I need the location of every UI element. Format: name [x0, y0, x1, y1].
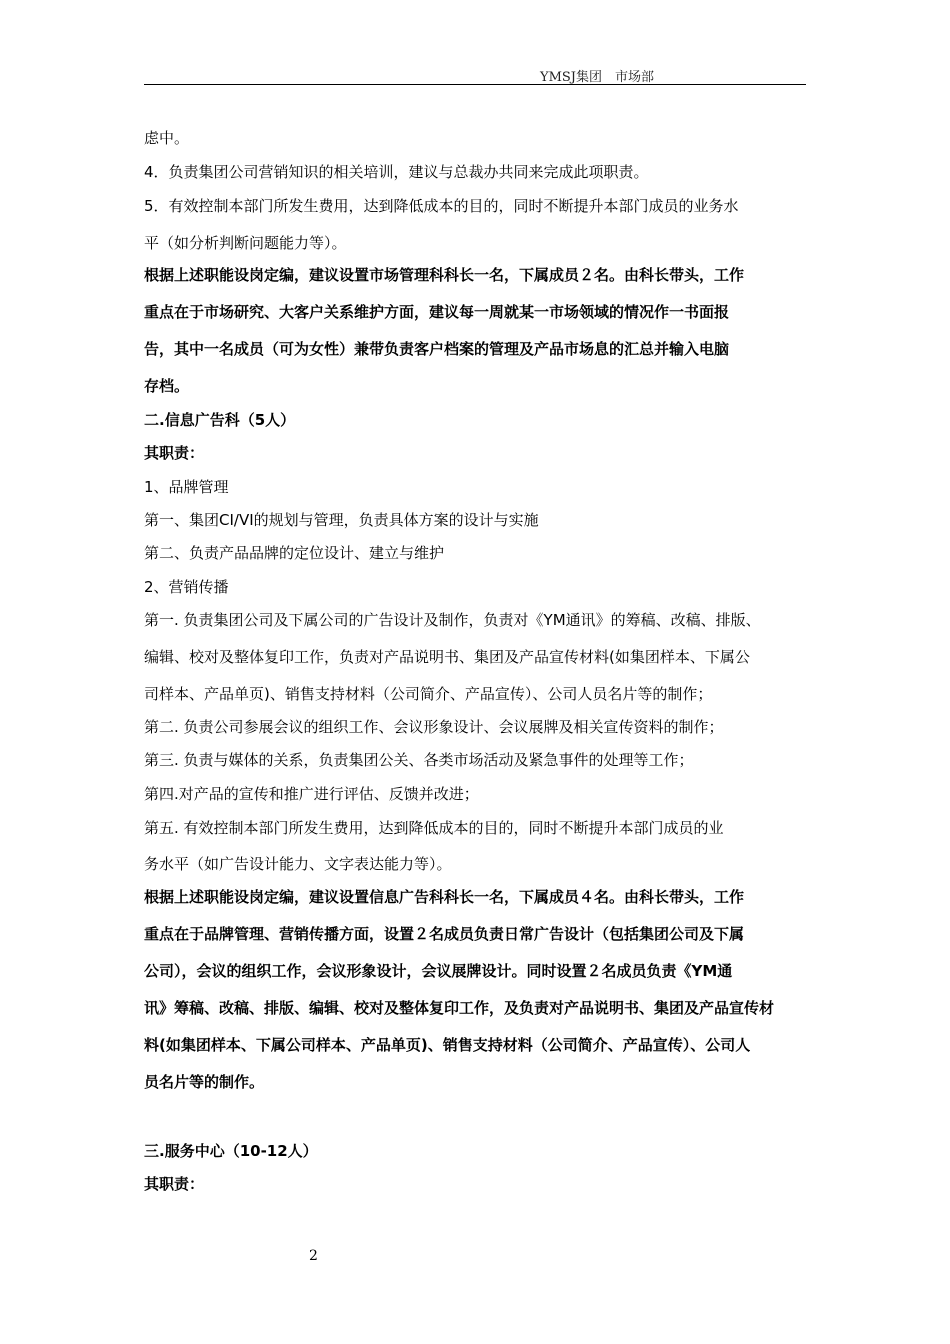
text-line-bold: 根据上述职能设岗定编，建议设置信息广告科科长一名，下属成员４名。由科长带头，工作 [144, 888, 745, 906]
text-line-bold: 料(如集团样本、下属公司样本、产品单页)、销售支持材料（公司简介、产品宣传）、公司人 [144, 1036, 751, 1054]
text-line-bold: 重点在于品牌管理、营销传播方面，设置２名成员负责日常广告设计（包括集团公司及下属 [144, 925, 745, 943]
text-line-bold: 根据上述职能设岗定编，建议设置市场管理科科长一名，下属成员２名。由科长带头，工作 [144, 266, 745, 284]
text-line-bold: 讯》筹稿、改稿、排版、编辑、校对及整体复印工作，及负责对产品说明书、集团及产品宣传材 [144, 999, 775, 1017]
section-heading: 二.信息广告科（5人） [144, 411, 296, 429]
page-number: 2 [309, 1248, 318, 1264]
text-line-bold: 重点在于市场研究、大客户关系维护方面，建议每一周就某一市场领域的情况作一书面报 [144, 303, 730, 321]
text-line: 5．有效控制本部门所发生费用，达到降低成本的目的，同时不断提升本部门成员的业务水 [144, 197, 739, 215]
text-line: 第二. 负责公司参展会议的组织工作、会议形象设计、会议展牌及相关宣传资料的制作； [144, 718, 724, 736]
text-line: 第五. 有效控制本部门所发生费用，达到降低成本的目的，同时不断提升本部门成员的业 [144, 819, 724, 837]
text-line: 第二、负责产品品牌的定位设计、建立与维护 [144, 544, 445, 562]
text-line: 编辑、校对及整体复印工作，负责对产品说明书、集团及产品宣传材料(如集团样本、下属公 [144, 648, 750, 666]
text-line: 1、品牌管理 [144, 478, 229, 496]
header-divider [144, 84, 806, 85]
text-line: 第一、集团CI/VI的规划与管理，负责具体方案的设计与实施 [144, 511, 539, 529]
text-line: 第四.对产品的宣传和推广进行评估、反馈并改进； [144, 785, 479, 803]
text-line: 第一. 负责集团公司及下属公司的广告设计及制作，负责对《YM通讯》的筹稿、改稿、排版、 [144, 611, 761, 629]
subsection-heading: 其职责： [144, 444, 205, 462]
section-heading: 三.服务中心（10-12人） [144, 1142, 318, 1160]
text-line-bold: 告，其中一名成员（可为女性）兼带负责客户档案的管理及产品市场息的汇总并输入电脑 [144, 340, 730, 358]
text-line-bold: 员名片等的制作。 [144, 1073, 265, 1091]
text-line: 司样本、产品单页)、销售支持材料（公司简介、产品宣传）、公司人员名片等的制作； [144, 685, 713, 703]
page-header-title: YMSJ集团 市场部 [540, 70, 655, 85]
text-line-bold: 存档。 [144, 377, 190, 395]
subsection-heading: 其职责： [144, 1175, 205, 1193]
text-line: 2、营销传播 [144, 578, 229, 596]
text-line-bold: 公司），会议的组织工作，会议形象设计，会议展牌设计。同时设置２名成员负责《YM通 [144, 962, 733, 980]
text-line: 第三. 负责与媒体的关系，负责集团公关、各类市场活动及紧急事件的处理等工作； [144, 751, 694, 769]
text-line: 虑中。 [144, 129, 190, 147]
text-line: 4．负责集团公司营销知识的相关培训，建议与总裁办共同来完成此项职责。 [144, 163, 649, 181]
text-line: 务水平（如广告设计能力、文字表达能力等）。 [144, 855, 452, 873]
text-line: 平（如分析判断问题能力等）。 [144, 234, 347, 252]
